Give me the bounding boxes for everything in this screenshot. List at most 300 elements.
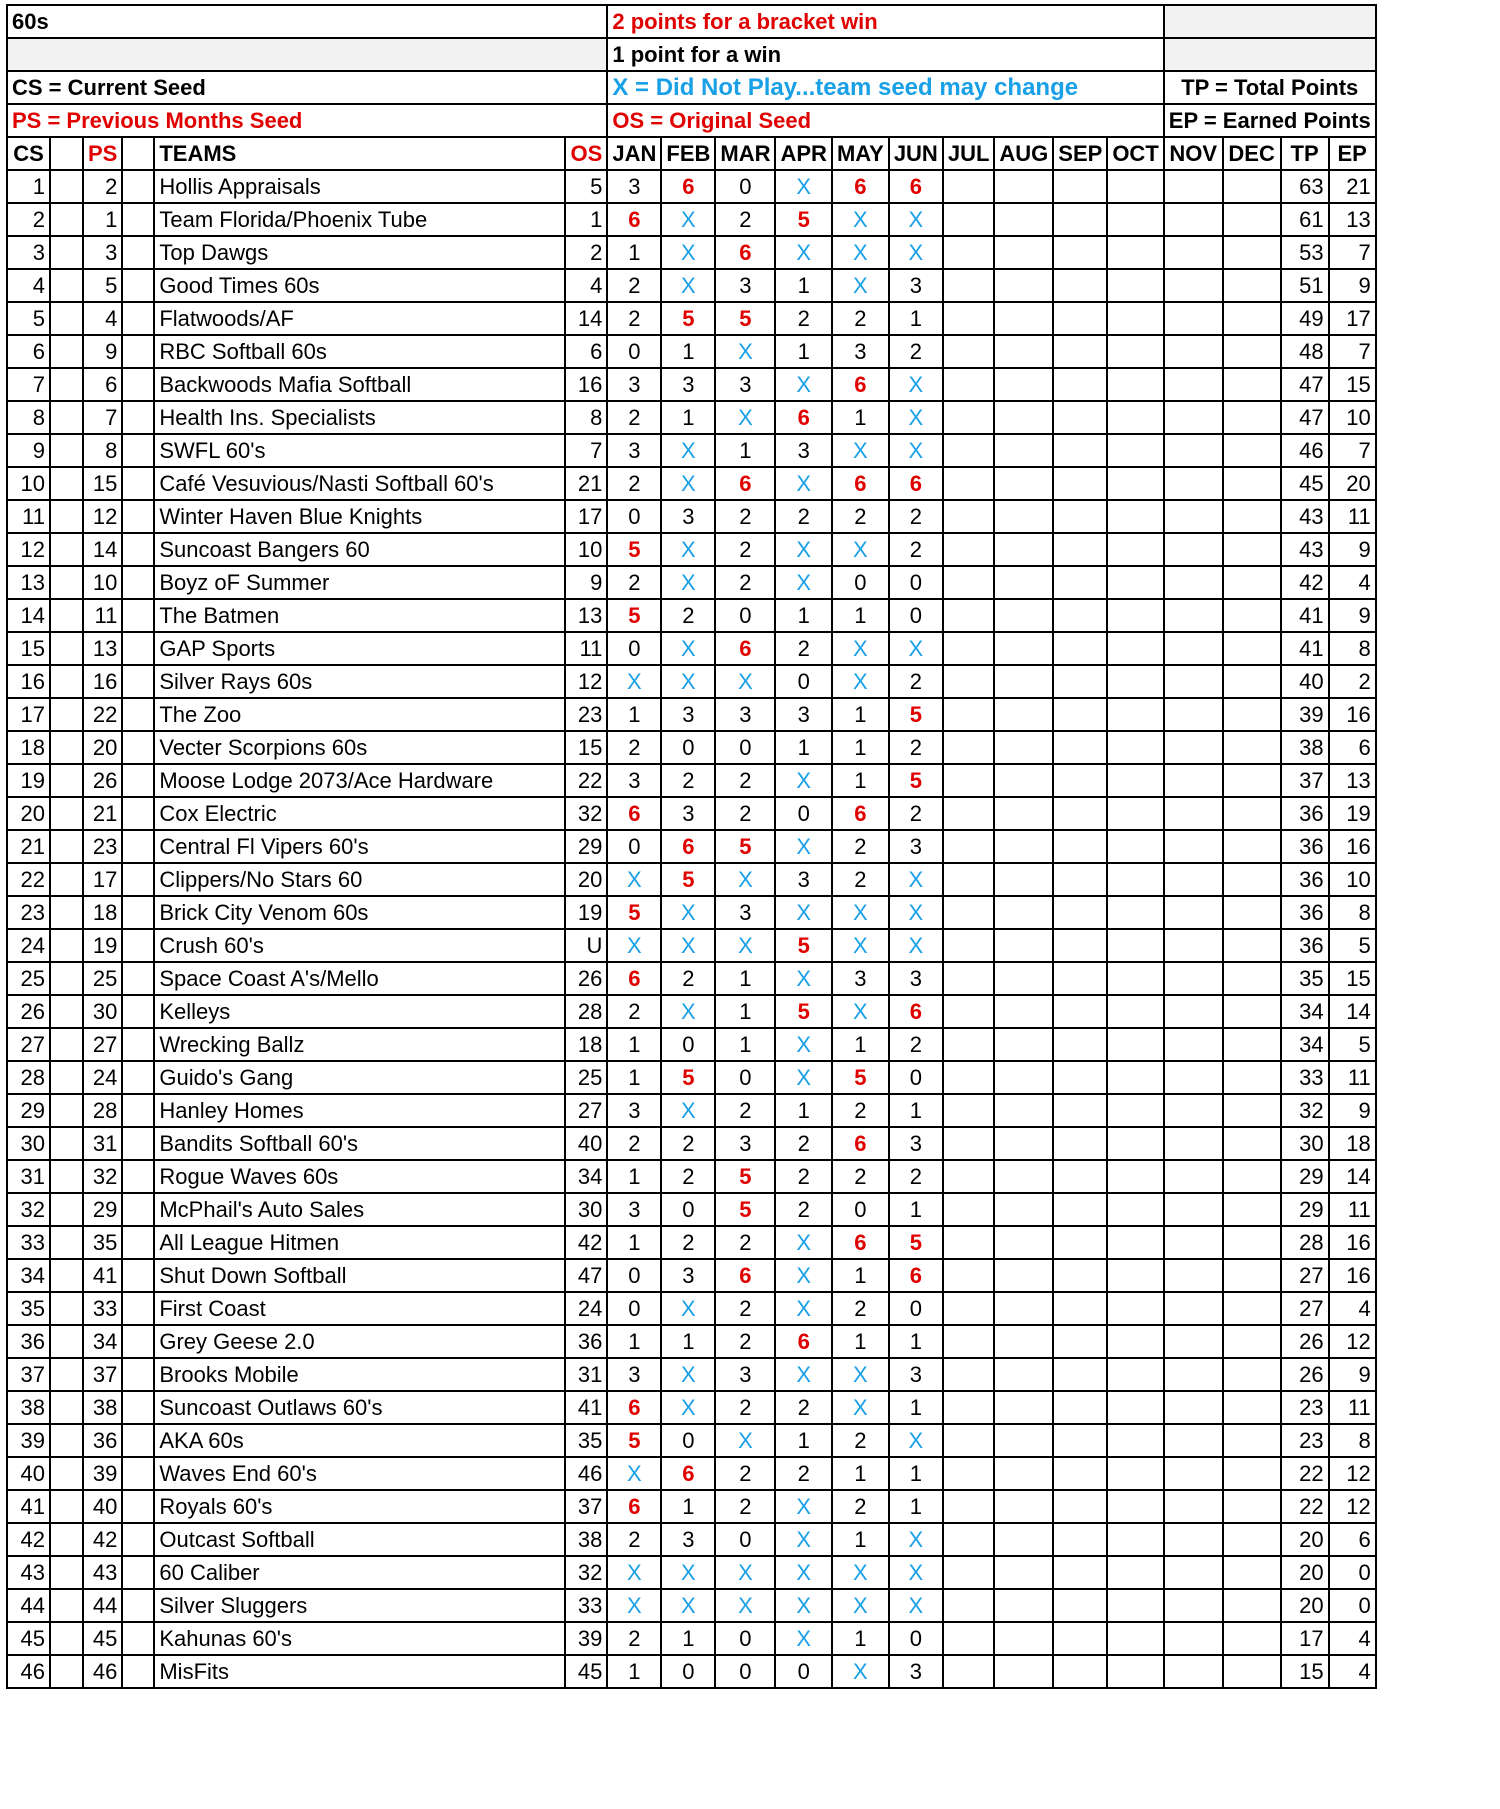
score-cell-jul <box>943 566 995 599</box>
earned-points-cell: 8 <box>1329 1424 1376 1457</box>
score-cell-jul <box>943 1622 995 1655</box>
score-cell-mar: 2 <box>715 1226 775 1259</box>
current-seed-cell: 23 <box>7 896 50 929</box>
score-cell-jul <box>943 500 995 533</box>
score-cell-may: 2 <box>832 302 889 335</box>
score-cell-apr: 2 <box>775 500 831 533</box>
previous-seed-cell: 8 <box>83 434 122 467</box>
current-seed-cell: 45 <box>7 1622 50 1655</box>
previous-seed-cell: 43 <box>83 1556 122 1589</box>
blank-cell <box>122 863 154 896</box>
blank-cell <box>122 1655 154 1688</box>
original-seed-cell: 42 <box>565 1226 607 1259</box>
previous-seed-cell: 4 <box>83 302 122 335</box>
score-cell-apr: X <box>775 1028 831 1061</box>
score-cell-feb: 3 <box>661 797 715 830</box>
score-cell-sep <box>1053 401 1107 434</box>
total-points-cell: 48 <box>1281 335 1329 368</box>
blank-cell <box>122 1490 154 1523</box>
team-row <box>7 335 1376 368</box>
score-cell-sep <box>1053 863 1107 896</box>
previous-seed-cell: 21 <box>83 797 122 830</box>
score-cell-dec <box>1223 368 1281 401</box>
blank-cell <box>50 1226 83 1259</box>
team-name-cell: Hanley Homes <box>154 1094 565 1127</box>
score-cell-oct <box>1107 929 1163 962</box>
score-cell-jun: 1 <box>889 1325 943 1358</box>
total-points-cell: 23 <box>1281 1424 1329 1457</box>
previous-seed-cell: 10 <box>83 566 122 599</box>
score-cell-nov <box>1164 1490 1223 1523</box>
earned-points-cell: 21 <box>1329 170 1376 203</box>
team-row <box>7 764 1376 797</box>
score-cell-oct <box>1107 203 1163 236</box>
current-seed-cell: 16 <box>7 665 50 698</box>
score-cell-oct <box>1107 1061 1163 1094</box>
score-cell-aug <box>994 962 1053 995</box>
score-cell-aug <box>994 1523 1053 1556</box>
score-cell-feb: X <box>661 269 715 302</box>
score-cell-feb: X <box>661 236 715 269</box>
score-cell-sep <box>1053 1622 1107 1655</box>
score-cell-dec <box>1223 863 1281 896</box>
original-seed-cell: 36 <box>565 1325 607 1358</box>
score-cell-nov <box>1164 929 1223 962</box>
score-cell-feb: 2 <box>661 599 715 632</box>
original-seed-cell: 37 <box>565 1490 607 1523</box>
team-name-cell: Moose Lodge 2073/Ace Hardware <box>154 764 565 797</box>
score-cell-may: 1 <box>832 1457 889 1490</box>
earned-points-cell: 16 <box>1329 1259 1376 1292</box>
current-seed-cell: 26 <box>7 995 50 1028</box>
score-cell-nov <box>1164 764 1223 797</box>
current-seed-cell: 43 <box>7 1556 50 1589</box>
score-cell-mar: X <box>715 665 775 698</box>
team-row <box>7 500 1376 533</box>
blank-cell <box>122 203 154 236</box>
original-seed-cell: 5 <box>565 170 607 203</box>
score-cell-sep <box>1053 764 1107 797</box>
blank-cell <box>122 434 154 467</box>
total-points-cell: 51 <box>1281 269 1329 302</box>
score-cell-apr: X <box>775 1523 831 1556</box>
current-seed-cell: 9 <box>7 434 50 467</box>
score-cell-apr: X <box>775 1622 831 1655</box>
score-cell-oct <box>1107 467 1163 500</box>
score-cell-jun: 5 <box>889 698 943 731</box>
score-cell-apr: 5 <box>775 203 831 236</box>
original-seed-cell: 35 <box>565 1424 607 1457</box>
score-cell-aug <box>994 731 1053 764</box>
score-cell-nov <box>1164 236 1223 269</box>
score-cell-feb: X <box>661 1292 715 1325</box>
score-cell-jun: 6 <box>889 467 943 500</box>
earned-points-cell: 19 <box>1329 797 1376 830</box>
score-cell-jun: 0 <box>889 1622 943 1655</box>
team-row <box>7 1523 1376 1556</box>
current-seed-cell: 24 <box>7 929 50 962</box>
earned-points-cell: 12 <box>1329 1457 1376 1490</box>
team-name-cell: First Coast <box>154 1292 565 1325</box>
score-cell-may: 0 <box>832 566 889 599</box>
score-cell-mar: 1 <box>715 434 775 467</box>
score-cell-apr: X <box>775 1490 831 1523</box>
score-cell-nov <box>1164 500 1223 533</box>
blank-cell <box>50 1622 83 1655</box>
score-cell-aug <box>994 1325 1053 1358</box>
score-cell-apr: X <box>775 896 831 929</box>
score-cell-sep <box>1053 335 1107 368</box>
score-cell-nov <box>1164 1226 1223 1259</box>
score-cell-jan: 5 <box>607 896 661 929</box>
total-points-cell: 26 <box>1281 1325 1329 1358</box>
total-points-cell: 29 <box>1281 1160 1329 1193</box>
blank-cell <box>50 1490 83 1523</box>
score-cell-dec <box>1223 665 1281 698</box>
total-points-cell: 33 <box>1281 1061 1329 1094</box>
team-name-cell: Silver Sluggers <box>154 1589 565 1622</box>
current-seed-cell: 20 <box>7 797 50 830</box>
blank-cell <box>122 1358 154 1391</box>
score-cell-feb: X <box>661 566 715 599</box>
previous-seed-cell: 45 <box>83 1622 122 1655</box>
score-cell-may: X <box>832 1655 889 1688</box>
blank-cell <box>122 599 154 632</box>
score-cell-jun: 6 <box>889 1259 943 1292</box>
total-points-cell: 32 <box>1281 1094 1329 1127</box>
score-cell-feb: X <box>661 533 715 566</box>
score-cell-may: 6 <box>832 797 889 830</box>
earned-points-cell: 5 <box>1329 929 1376 962</box>
score-cell-oct <box>1107 665 1163 698</box>
score-cell-may: X <box>832 269 889 302</box>
earned-points-cell: 11 <box>1329 1193 1376 1226</box>
score-cell-jun: 0 <box>889 566 943 599</box>
score-cell-oct <box>1107 632 1163 665</box>
score-cell-apr: 3 <box>775 698 831 731</box>
score-cell-jul <box>943 533 995 566</box>
score-cell-feb: 1 <box>661 335 715 368</box>
score-cell-oct <box>1107 170 1163 203</box>
previous-seed-cell: 17 <box>83 863 122 896</box>
team-name-cell: Guido's Gang <box>154 1061 565 1094</box>
score-cell-jan: 5 <box>607 1424 661 1457</box>
score-cell-jan: 1 <box>607 1325 661 1358</box>
earned-points-cell: 11 <box>1329 500 1376 533</box>
score-cell-nov <box>1164 1655 1223 1688</box>
score-cell-feb: X <box>661 1358 715 1391</box>
score-cell-jul <box>943 236 995 269</box>
earned-points-cell: 4 <box>1329 1655 1376 1688</box>
earned-points-cell: 9 <box>1329 533 1376 566</box>
blank-cell <box>122 1193 154 1226</box>
score-cell-jan: 2 <box>607 401 661 434</box>
score-cell-mar: 5 <box>715 830 775 863</box>
blank-cell <box>50 170 83 203</box>
score-cell-sep <box>1053 1292 1107 1325</box>
score-cell-oct <box>1107 764 1163 797</box>
score-cell-sep <box>1053 1424 1107 1457</box>
team-row <box>7 1490 1376 1523</box>
score-cell-mar: 3 <box>715 368 775 401</box>
score-cell-apr: 6 <box>775 1325 831 1358</box>
score-cell-nov <box>1164 1424 1223 1457</box>
previous-seed-cell: 13 <box>83 632 122 665</box>
current-seed-cell: 7 <box>7 368 50 401</box>
score-cell-mar: 3 <box>715 698 775 731</box>
earned-points-cell: 4 <box>1329 1292 1376 1325</box>
score-cell-feb: X <box>661 665 715 698</box>
blank-cell <box>50 1061 83 1094</box>
blank-cell <box>122 1127 154 1160</box>
score-cell-aug <box>994 1391 1053 1424</box>
total-points-cell: 36 <box>1281 830 1329 863</box>
score-cell-apr: 0 <box>775 797 831 830</box>
score-cell-jul <box>943 995 995 1028</box>
previous-seed-cell: 7 <box>83 401 122 434</box>
score-cell-mar: 2 <box>715 1094 775 1127</box>
score-cell-jan: 6 <box>607 203 661 236</box>
score-cell-jul <box>943 1160 995 1193</box>
score-cell-jul <box>943 1424 995 1457</box>
score-cell-nov <box>1164 434 1223 467</box>
score-cell-sep <box>1053 1490 1107 1523</box>
score-cell-jan: 2 <box>607 302 661 335</box>
team-name-cell: SWFL 60's <box>154 434 565 467</box>
score-cell-oct <box>1107 1193 1163 1226</box>
score-cell-jul <box>943 1127 995 1160</box>
team-name-cell: Silver Rays 60s <box>154 665 565 698</box>
score-cell-mar: 0 <box>715 731 775 764</box>
score-cell-oct <box>1107 1358 1163 1391</box>
total-points-cell: 36 <box>1281 929 1329 962</box>
score-cell-sep <box>1053 731 1107 764</box>
blank-cell <box>50 434 83 467</box>
previous-seed-cell: 23 <box>83 830 122 863</box>
score-cell-jan: 0 <box>607 335 661 368</box>
score-cell-sep <box>1053 1457 1107 1490</box>
score-cell-aug <box>994 467 1053 500</box>
team-name-cell: Space Coast A's/Mello <box>154 962 565 995</box>
score-cell-jan: 3 <box>607 368 661 401</box>
previous-seed-cell: 34 <box>83 1325 122 1358</box>
previous-seed-cell: 22 <box>83 698 122 731</box>
team-name-cell: Waves End 60's <box>154 1457 565 1490</box>
team-name-cell: Team Florida/Phoenix Tube <box>154 203 565 236</box>
score-cell-feb: 0 <box>661 1028 715 1061</box>
previous-seed-cell: 27 <box>83 1028 122 1061</box>
score-cell-may: 2 <box>832 863 889 896</box>
score-cell-nov <box>1164 1457 1223 1490</box>
total-points-cell: 20 <box>1281 1523 1329 1556</box>
score-cell-jul <box>943 203 995 236</box>
score-cell-jan: 3 <box>607 1358 661 1391</box>
score-cell-dec <box>1223 1028 1281 1061</box>
score-cell-feb: X <box>661 1589 715 1622</box>
score-cell-mar: 2 <box>715 1490 775 1523</box>
score-cell-nov <box>1164 1160 1223 1193</box>
score-cell-dec <box>1223 1490 1281 1523</box>
score-cell-sep <box>1053 1226 1107 1259</box>
score-cell-apr: 6 <box>775 401 831 434</box>
score-cell-aug <box>994 533 1053 566</box>
blank-cell <box>50 1556 83 1589</box>
score-cell-jul <box>943 1490 995 1523</box>
original-seed-cell: 24 <box>565 1292 607 1325</box>
score-cell-jan: 1 <box>607 1655 661 1688</box>
original-seed-cell: 13 <box>565 599 607 632</box>
legend-x: X = Did Not Play...team seed may change <box>607 71 1163 104</box>
score-cell-nov <box>1164 1622 1223 1655</box>
score-cell-jun: X <box>889 1424 943 1457</box>
col-header-jul: JUL <box>943 137 995 170</box>
score-cell-nov <box>1164 797 1223 830</box>
original-seed-cell: 6 <box>565 335 607 368</box>
current-seed-cell: 14 <box>7 599 50 632</box>
team-name-cell: Royals 60's <box>154 1490 565 1523</box>
earned-points-cell: 6 <box>1329 731 1376 764</box>
score-cell-apr: X <box>775 236 831 269</box>
score-cell-mar: 5 <box>715 1160 775 1193</box>
score-cell-jul <box>943 830 995 863</box>
current-seed-cell: 6 <box>7 335 50 368</box>
score-cell-dec <box>1223 1589 1281 1622</box>
score-cell-jun: 2 <box>889 500 943 533</box>
score-cell-apr: X <box>775 962 831 995</box>
current-seed-cell: 30 <box>7 1127 50 1160</box>
score-cell-jul <box>943 368 995 401</box>
score-cell-apr: 1 <box>775 269 831 302</box>
blank-cell <box>50 599 83 632</box>
score-cell-jul <box>943 1193 995 1226</box>
team-name-cell: Top Dawgs <box>154 236 565 269</box>
earned-points-cell: 14 <box>1329 995 1376 1028</box>
score-cell-aug <box>994 1556 1053 1589</box>
original-seed-cell: 9 <box>565 566 607 599</box>
previous-seed-cell: 2 <box>83 170 122 203</box>
score-cell-dec <box>1223 797 1281 830</box>
score-cell-oct <box>1107 962 1163 995</box>
score-cell-jan: 0 <box>607 500 661 533</box>
team-name-cell: Outcast Softball <box>154 1523 565 1556</box>
score-cell-feb: 5 <box>661 302 715 335</box>
earned-points-cell: 12 <box>1329 1490 1376 1523</box>
legend-bracket: 2 points for a bracket win <box>607 5 1163 38</box>
score-cell-mar: 2 <box>715 566 775 599</box>
team-row <box>7 1127 1376 1160</box>
current-seed-cell: 4 <box>7 269 50 302</box>
score-cell-apr: 2 <box>775 302 831 335</box>
blank-cell <box>122 896 154 929</box>
current-seed-cell: 40 <box>7 1457 50 1490</box>
score-cell-aug <box>994 1127 1053 1160</box>
current-seed-cell: 34 <box>7 1259 50 1292</box>
score-cell-jun: X <box>889 1523 943 1556</box>
original-seed-cell: 20 <box>565 863 607 896</box>
score-cell-apr: 1 <box>775 1094 831 1127</box>
blank-cell <box>122 1622 154 1655</box>
score-cell-feb: X <box>661 434 715 467</box>
blank-cell <box>50 830 83 863</box>
previous-seed-cell: 32 <box>83 1160 122 1193</box>
original-seed-cell: 32 <box>565 797 607 830</box>
previous-seed-cell: 1 <box>83 203 122 236</box>
col-header-may: MAY <box>832 137 889 170</box>
score-cell-aug <box>994 1589 1053 1622</box>
score-cell-nov <box>1164 632 1223 665</box>
score-cell-may: 1 <box>832 1259 889 1292</box>
score-cell-jan: 0 <box>607 632 661 665</box>
current-seed-cell: 38 <box>7 1391 50 1424</box>
score-cell-may: 3 <box>832 962 889 995</box>
col-header-os: OS <box>565 137 607 170</box>
current-seed-cell: 11 <box>7 500 50 533</box>
original-seed-cell: U <box>565 929 607 962</box>
score-cell-jan: 2 <box>607 269 661 302</box>
score-cell-apr: X <box>775 170 831 203</box>
score-cell-aug <box>994 302 1053 335</box>
score-cell-oct <box>1107 269 1163 302</box>
score-cell-dec <box>1223 1061 1281 1094</box>
score-cell-nov <box>1164 335 1223 368</box>
score-cell-apr: X <box>775 1061 831 1094</box>
score-cell-jun: X <box>889 434 943 467</box>
score-cell-jul <box>943 335 995 368</box>
score-cell-nov <box>1164 995 1223 1028</box>
score-cell-may: X <box>832 1358 889 1391</box>
current-seed-cell: 2 <box>7 203 50 236</box>
original-seed-cell: 21 <box>565 467 607 500</box>
score-cell-nov <box>1164 269 1223 302</box>
total-points-cell: 35 <box>1281 962 1329 995</box>
original-seed-cell: 2 <box>565 236 607 269</box>
score-cell-may: 2 <box>832 1160 889 1193</box>
team-name-cell: RBC Softball 60s <box>154 335 565 368</box>
earned-points-cell: 4 <box>1329 1622 1376 1655</box>
score-cell-jun: 2 <box>889 731 943 764</box>
score-cell-jul <box>943 1259 995 1292</box>
score-cell-jun: X <box>889 236 943 269</box>
blank-cell <box>122 1094 154 1127</box>
blank-cell <box>50 863 83 896</box>
score-cell-aug <box>994 830 1053 863</box>
current-seed-cell: 27 <box>7 1028 50 1061</box>
score-cell-may: 2 <box>832 1424 889 1457</box>
score-cell-nov <box>1164 1127 1223 1160</box>
blank-cell <box>50 533 83 566</box>
previous-seed-cell: 42 <box>83 1523 122 1556</box>
score-cell-jan: 6 <box>607 962 661 995</box>
score-cell-aug <box>994 764 1053 797</box>
earned-points-cell: 0 <box>1329 1556 1376 1589</box>
score-cell-feb: 2 <box>661 1226 715 1259</box>
score-cell-mar: X <box>715 401 775 434</box>
team-name-cell: Kahunas 60's <box>154 1622 565 1655</box>
score-cell-nov <box>1164 302 1223 335</box>
total-points-cell: 28 <box>1281 1226 1329 1259</box>
blank-cell <box>50 203 83 236</box>
previous-seed-cell: 14 <box>83 533 122 566</box>
score-cell-apr: X <box>775 566 831 599</box>
team-name-cell: Bandits Softball 60's <box>154 1127 565 1160</box>
score-cell-mar: 1 <box>715 1028 775 1061</box>
score-cell-oct <box>1107 1622 1163 1655</box>
previous-seed-cell: 30 <box>83 995 122 1028</box>
current-seed-cell: 39 <box>7 1424 50 1457</box>
blank-cell <box>122 632 154 665</box>
score-cell-aug <box>994 434 1053 467</box>
score-cell-sep <box>1053 1160 1107 1193</box>
